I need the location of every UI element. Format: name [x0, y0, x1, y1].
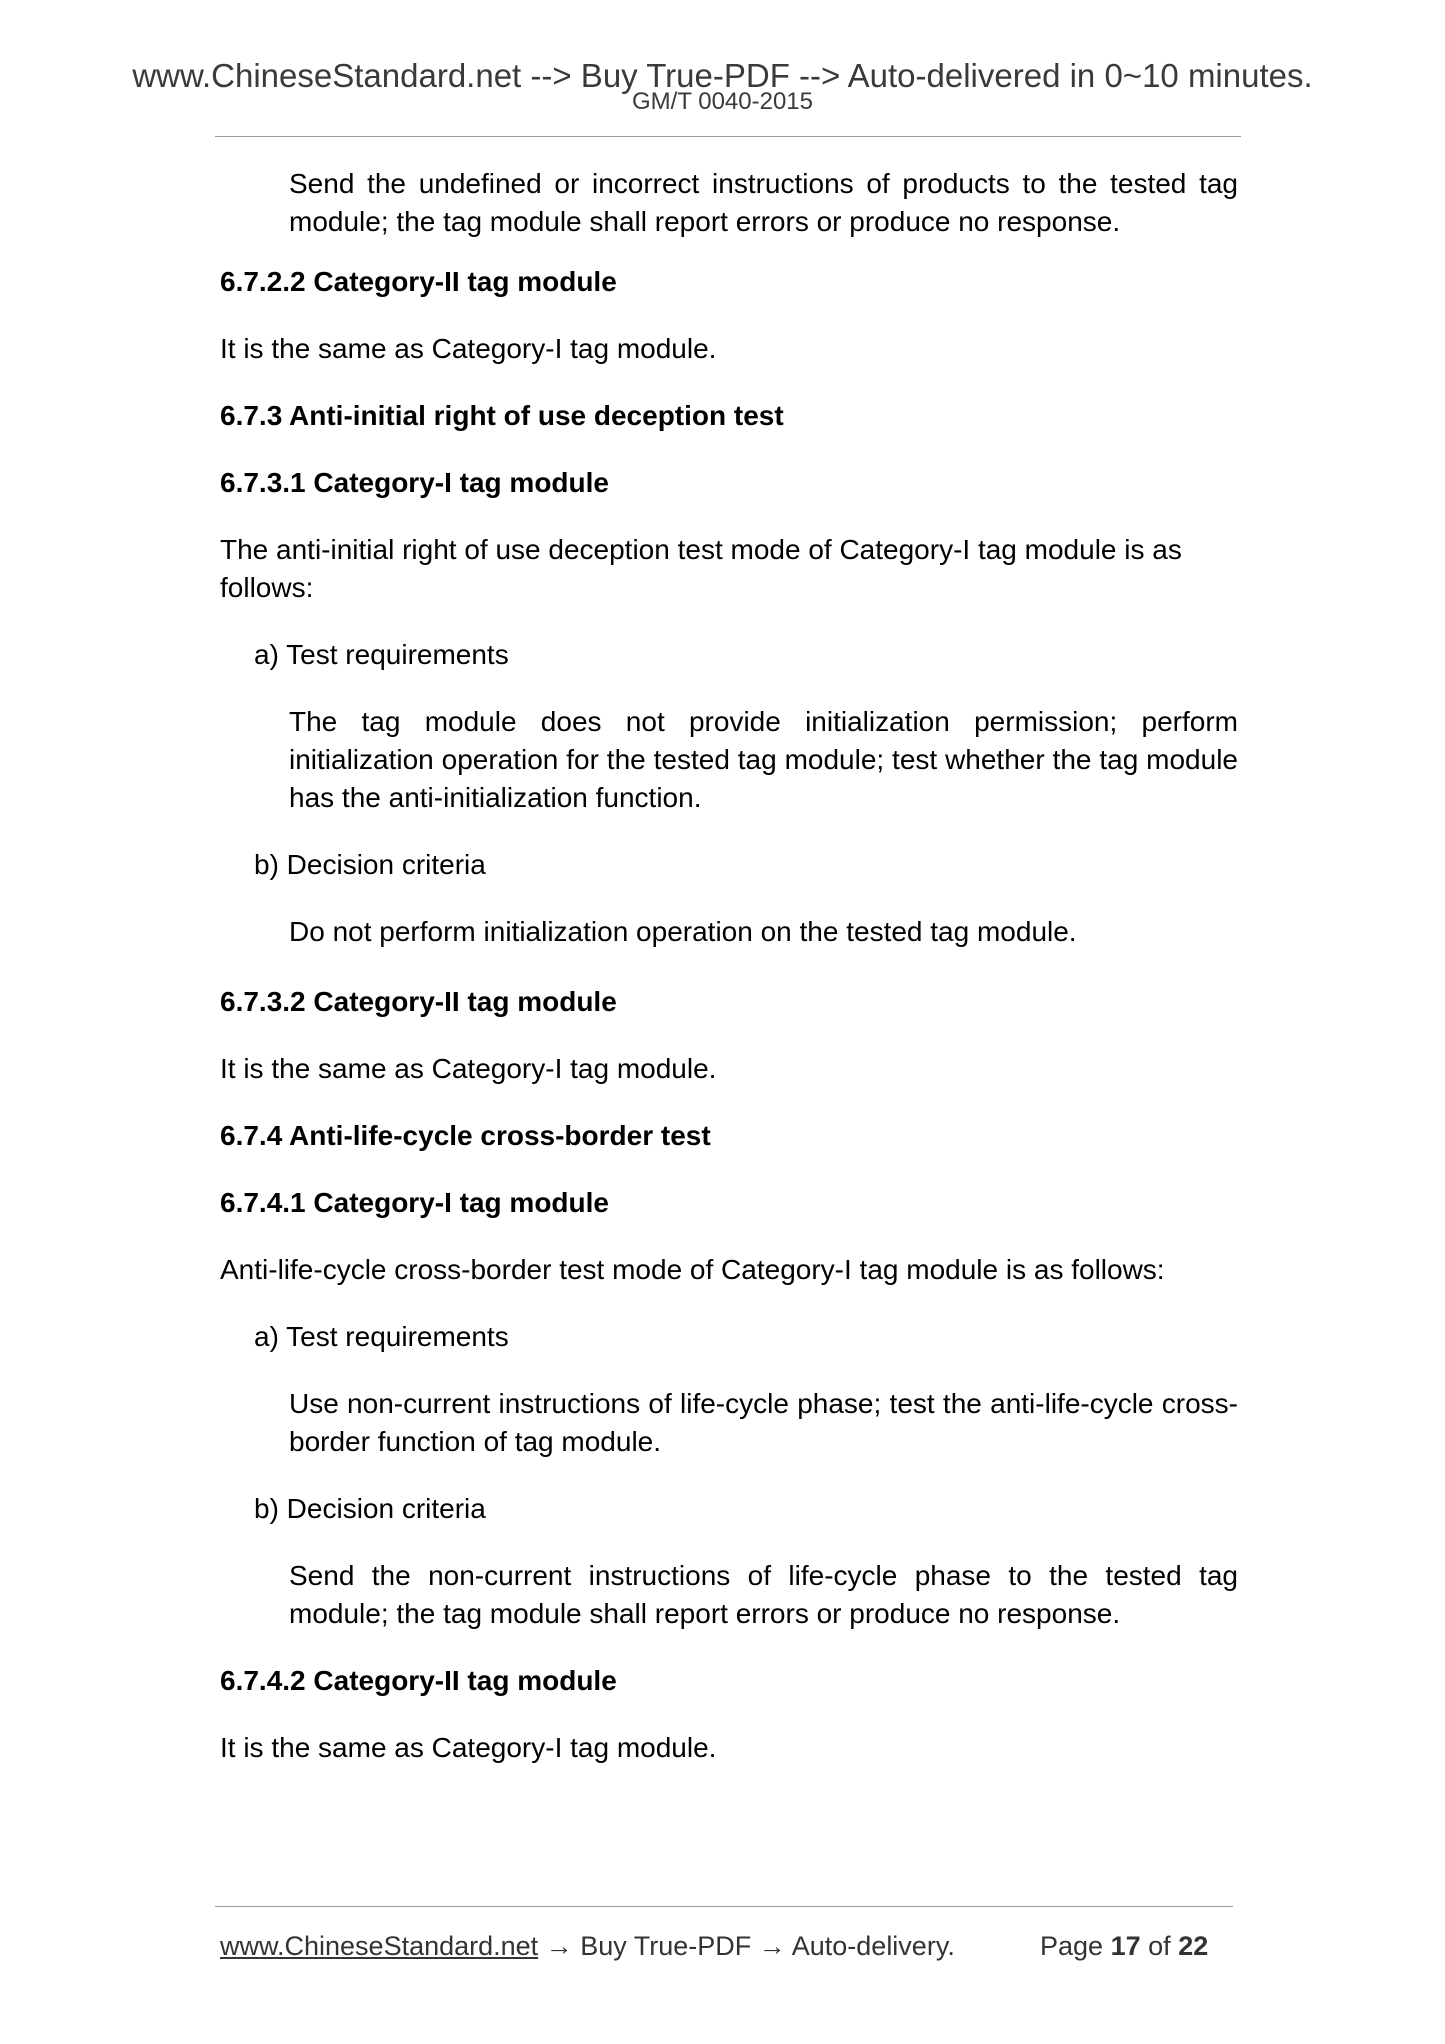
text-decision-criteria: Send the non-current instructions of life-cycle phase to the tested tag module; the tag module shall report errors or produce no response. [289, 1560, 1238, 1629]
text-test-requirements: Use non-current instructions of life-cycle phase; test the anti-life-cycle cross-border function of tag module. [289, 1388, 1238, 1457]
heading-6-7-3-2: 6.7.3.2 Category-II tag module [220, 986, 617, 1017]
total-pages: 22 [1178, 1931, 1209, 1961]
footer-website-link[interactable]: www.ChineseStandard.net [220, 1931, 539, 1961]
list-item-decision-criteria: b) Decision criteria [254, 1493, 486, 1524]
paragraph-6-7-4-1: Anti-life-cycle cross-border test mode of Category-I tag module is as follows: [220, 1254, 1165, 1285]
paragraph-6-7-3-2: It is the same as Category-I tag module. [220, 1053, 717, 1084]
footer-tagline: → Buy True-PDF → Auto-delivery. [538, 1931, 955, 1961]
page-indicator [1040, 1928, 1208, 1964]
text-decision-criteria: Do not perform initialization operation on the tested tag module. [289, 916, 1077, 947]
paragraph-6-7-3-1: The anti-initial right of use deception test mode of Category-I tag module is as follows: [220, 534, 1182, 603]
heading-6-7-4-1: 6.7.4.1 Category-I tag module [220, 1187, 609, 1218]
page-number: 17 [1110, 1931, 1141, 1961]
page-label: Page [1040, 1931, 1104, 1961]
heading-6-7-4-2: 6.7.4.2 Category-II tag module [220, 1665, 617, 1696]
list-item-decision-criteria: b) Decision criteria [254, 849, 486, 880]
text-test-requirements: The tag module does not provide initialization permission; perform initialization operation for the tested tag module; test whether the tag module has the anti-initialization function. [289, 706, 1238, 813]
list-item-test-requirements: a) Test requirements [254, 1321, 509, 1352]
paragraph-6-7-4-2: It is the same as Category-I tag module. [220, 1732, 717, 1763]
footer-left [220, 1928, 955, 1964]
header-banner: www.ChineseStandard.net --> Buy True-PDF --> Auto-delivered in 0~10 minutes. [132, 57, 1313, 94]
standard-code: GM/T 0040-2015 [632, 88, 813, 115]
heading-6-7-2-2: 6.7.2.2 Category-II tag module [220, 266, 617, 297]
paragraph-6-7-2-2: It is the same as Category-I tag module. [220, 333, 717, 364]
of-label: of [1148, 1931, 1171, 1961]
intro-paragraph: Send the undefined or incorrect instructions of products to the tested tag module; the tag module shall report errors or produce no response. [289, 168, 1238, 237]
heading-6-7-3: 6.7.3 Anti-initial right of use deception test [220, 400, 784, 431]
heading-6-7-4: 6.7.4 Anti-life-cycle cross-border test [220, 1120, 711, 1151]
footer-divider [215, 1906, 1233, 1907]
heading-6-7-3-1: 6.7.3.1 Category-I tag module [220, 467, 609, 498]
list-item-test-requirements: a) Test requirements [254, 639, 509, 670]
